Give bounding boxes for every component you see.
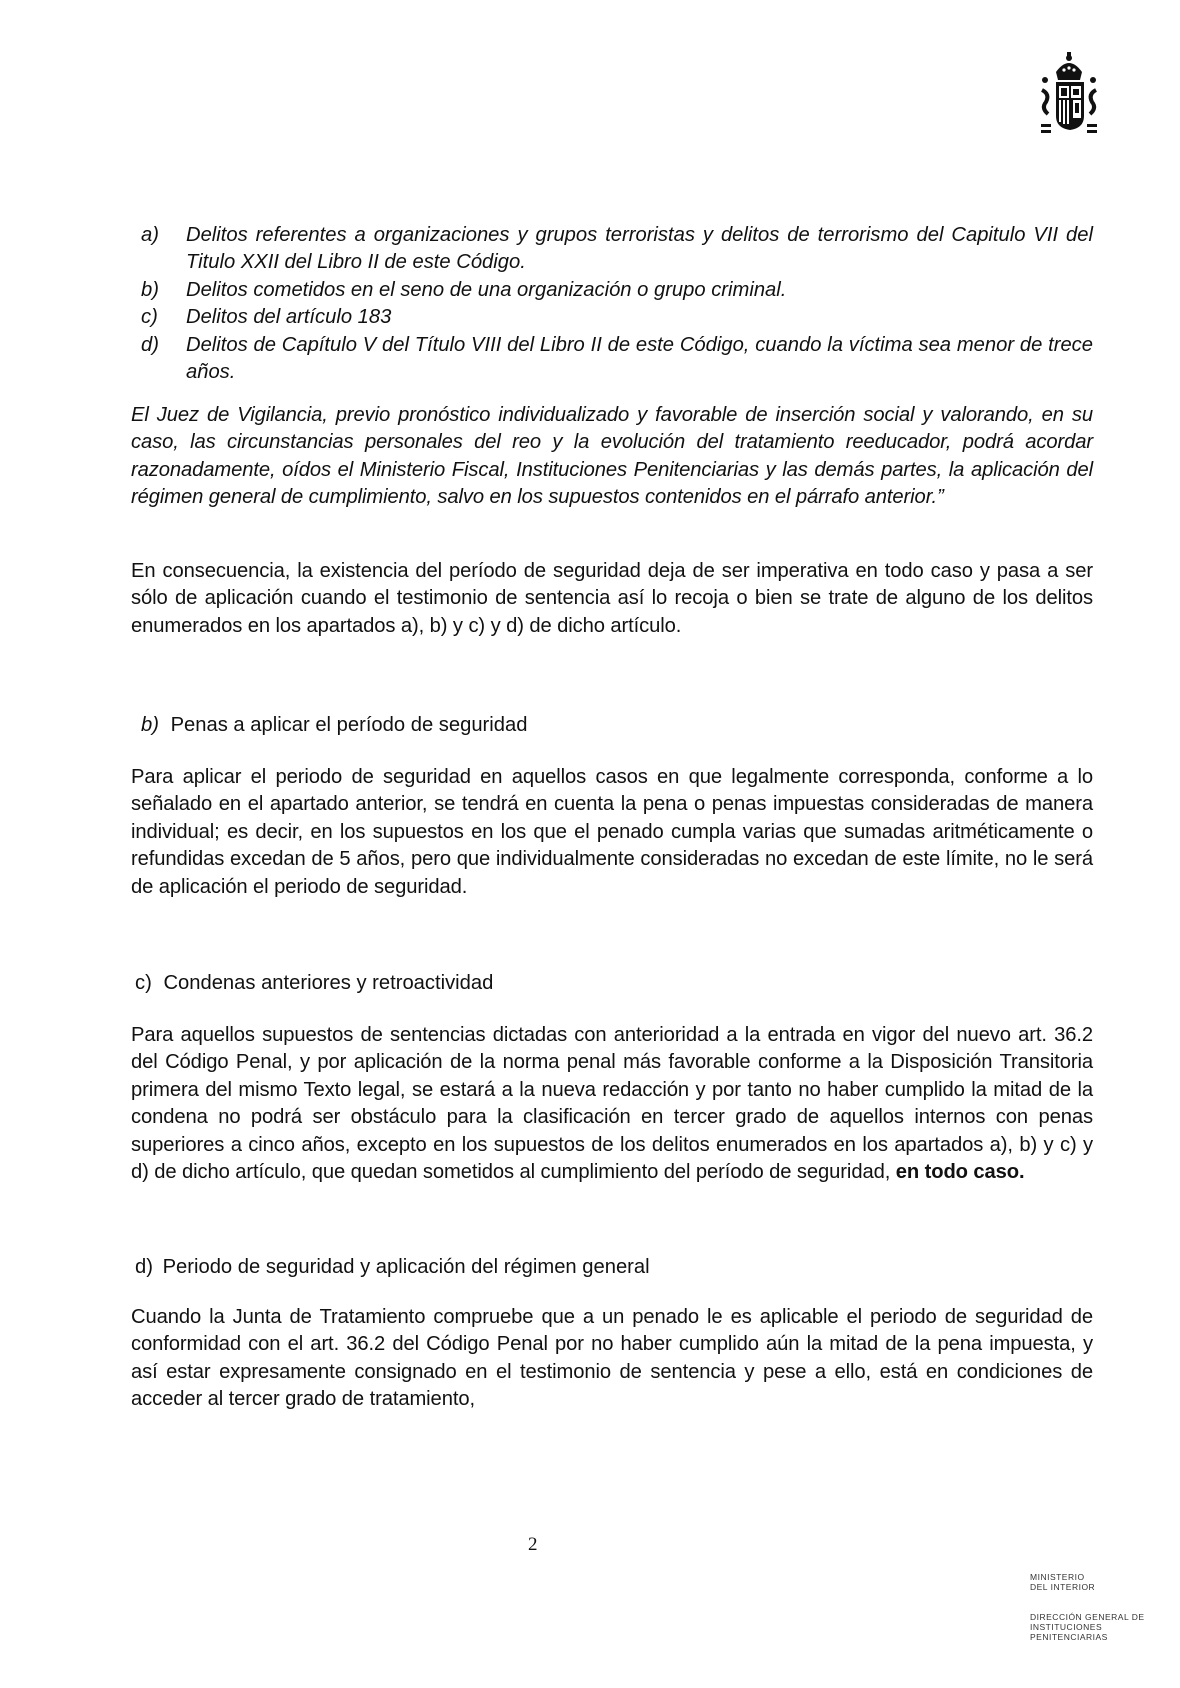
directorate-label [1030,1612,1145,1642]
section-heading-c [135,970,493,997]
consequence-paragraph: En consecuencia, la existencia del período de seguridad deja de ser imperativa en todo caso y pasa a ser sólo de aplicación cuando el testimonio de sentencia así lo recoja o bien se trate de alguno de los delitos enumerados en los apartados a), b) y c) y d) de dicho artículo. [131,560,1093,637]
list-item-text: Delitos del artículo 183 [186,306,392,329]
list-item [141,222,1093,277]
page-number: 2 [528,1534,538,1555]
list-marker: b) [141,278,159,301]
section-body-text: Para aquellos supuestos de sentencias dictadas con anterioridad a la entrada en vigor del nuevo art. 36.2 del Código Penal, y por aplicación de la norma penal más favorable conforme a la Disposición Transitoria primera del mismo Texto legal, se estará a la nueva redacción y por tanto no haber cumplido la mitad de la condena no podrá ser obstáculo para la clasificación en tercer grado de aquellos internos con penas superiores a cinco años, excepto en los supuestos de los delitos enumerados en los apartados a), b) y c) y d) de dicho artículo, que quedan sometidos al cumplimiento del período de seguridad, [131,1024,1093,1184]
quote-paragraph: El Juez de Vigilancia, previo pronóstico individualizado y favorable de inserción social y valorando, en su caso, las circunstancias personales del reo y la evolución del tratamiento reeducador, podrá acordar razonadamente, oídos el Ministerio Fiscal, Instituciones Penitenciarias y las demás partes, la aplicación del régimen general de cumplimiento, salvo en los supuestos contenidos en el párrafo anterior.” [131,404,1093,509]
directorate-line: INSTITUCIONES [1030,1622,1103,1632]
ministry-line: DEL INTERIOR [1030,1582,1096,1592]
section-title: Penas a aplicar el período de seguridad [170,714,528,736]
section-marker: c) [135,972,152,994]
emphasis-text: en todo caso. [895,1161,1025,1184]
directorate-line: PENITENCIARIAS [1030,1632,1108,1642]
list-item-text: Delitos de Capítulo V del Título VIII del Libro II de este Código, cuando la víctima sea menor de trece años. [186,333,1093,384]
section-body-d: Cuando la Junta de Tratamiento compruebe que a un penado le es aplicable el periodo de seguridad de conformidad con el art. 36.2 del Código Penal por no haber cumplido aún la mitad de la pena impuesta, y así estar expresamente consignado en el testimonio de sentencia y pese a ello, está en condiciones de acceder al tercer grado de tratamiento, [131,1306,1093,1411]
section-marker: b) [141,714,159,736]
section-title: Condenas anteriores y retroactividad [163,972,494,994]
spain-coat-of-arms-icon [1038,50,1100,146]
list-item [141,304,1093,331]
list-marker: c) [141,306,158,329]
ministry-line: MINISTERIO [1030,1572,1085,1582]
list-marker: d) [141,333,159,356]
list-item [141,332,1093,387]
section-heading-d [135,1254,650,1281]
list-item [141,277,1093,304]
directorate-line: DIRECCIÓN GENERAL DE [1030,1612,1145,1622]
list-item-text: Delitos referentes a organizaciones y grupos terroristas y delitos de terrorismo del Capitulo VII del Titulo XXII del Libro II de este Código. [186,224,1093,274]
list-marker: a) [141,224,159,246]
section-heading-b [141,712,527,739]
section-title: Periodo de seguridad y aplicación del régimen general [162,1256,650,1278]
ministry-label [1030,1572,1095,1592]
section-body-b: Para aplicar el periodo de seguridad en aquellos casos en que legalmente corresponda, conforme a lo señalado en el apartado anterior, se tendrá en cuenta la pena o penas impuestas consideradas de manera individual; es decir, en los supuestos en los que el penado cumpla varias que sumadas aritméticamente o refundidas excedan de 5 años, pero que individualmente consideradas no excedan de este límite, no le será de aplicación el periodo de seguridad. [131,766,1093,898]
section-marker: d) [135,1256,153,1278]
section-body-c [131,1022,1093,1186]
offense-list [141,222,1093,386]
list-item-text: Delitos cometidos en el seno de una organización o grupo criminal. [186,278,787,301]
